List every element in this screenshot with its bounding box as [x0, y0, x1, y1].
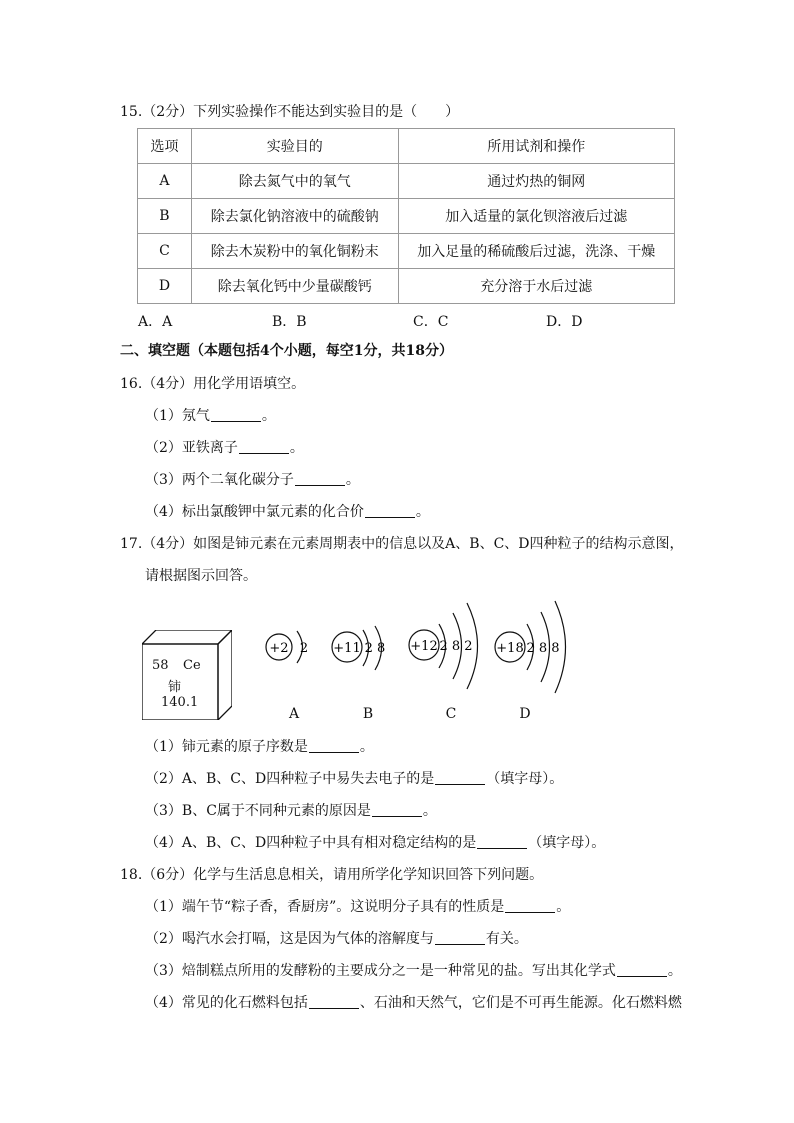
- answer-blank[interactable]: [295, 471, 345, 486]
- q18-item-2-end: 有关。: [485, 931, 528, 947]
- q18-item-2-text: （2）喝汽水会打嗝，这是因为气体的溶解度与: [145, 931, 434, 947]
- answer-blank[interactable]: [309, 994, 359, 1009]
- q17-item-3-end: 。: [422, 803, 437, 819]
- particle-a-electrons: 2: [299, 641, 309, 656]
- q16-item-3-text: （3）两个二氧化碳分子: [145, 472, 294, 488]
- answer-blank[interactable]: [617, 962, 667, 977]
- section-title: 二、填空题（本题包括4个小题，每空1分，共18分）: [120, 343, 453, 359]
- q17-stem-line1: 17.（4分）如图是铈元素在元素周期表中的信息以及A、B、C、D四种粒子的结构示意图，: [120, 536, 684, 552]
- option-c[interactable]: C．C: [413, 314, 449, 330]
- answer-blank[interactable]: [309, 738, 359, 753]
- q17-item-1-end: 。: [359, 739, 374, 755]
- table-cell: B: [138, 199, 192, 234]
- q18-item-2: [145, 930, 528, 948]
- particle-c-electrons: 2 8 2: [439, 639, 473, 654]
- table-row: [138, 199, 675, 234]
- element-name: 铈: [168, 680, 182, 695]
- option-a[interactable]: A．A: [138, 314, 173, 330]
- particle-diagrams: [130, 595, 580, 705]
- particle-b-electrons: 2 8: [364, 641, 386, 656]
- q15-stem: 15.（2分）下列实验操作不能达到实验目的是（ ）: [120, 104, 460, 120]
- table-cell: 加入足量的稀硫酸后过滤，洗涤、干燥: [398, 234, 675, 269]
- answer-blank[interactable]: [435, 930, 485, 945]
- q15-options: [138, 311, 698, 329]
- table-cell: 充分溶于水后过滤: [398, 269, 675, 304]
- q16-item-1: [145, 407, 276, 425]
- experiment-table: [137, 128, 675, 304]
- q18-item-4-text: （4）常见的化石燃料包括: [145, 995, 308, 1011]
- element-symbol: Ce: [183, 658, 201, 673]
- table-header-cell: 实验目的: [191, 129, 398, 164]
- particle-a-nucleus: +2: [269, 641, 289, 656]
- particle-d-electrons: 2 8 8: [526, 641, 560, 656]
- answer-blank[interactable]: [505, 898, 555, 913]
- table-cell: D: [138, 269, 192, 304]
- q17-item-3: [145, 802, 437, 820]
- q16-item-1-end: 。: [261, 408, 276, 424]
- atomic-mass: 140.1: [161, 695, 199, 710]
- q18-item-3-end: 。: [667, 963, 682, 979]
- answer-blank[interactable]: [211, 407, 261, 422]
- q18-item-1: [145, 898, 570, 916]
- particle-d-nucleus: +18: [496, 641, 524, 656]
- particle-d-label: D: [519, 706, 531, 722]
- table-row: [138, 164, 675, 199]
- table-cell: 除去木炭粉中的氧化铜粉末: [191, 234, 398, 269]
- answer-blank[interactable]: [239, 439, 289, 454]
- particle-b-label: B: [362, 706, 374, 722]
- q17-item-2-end: （填字母）。: [486, 771, 564, 787]
- q17-figure: [130, 595, 580, 735]
- q18-item-3: [145, 962, 682, 980]
- q18-item-4-end: 、石油和天然气，它们是不可再生能源。化石燃料燃: [359, 995, 682, 1011]
- answer-blank[interactable]: [435, 770, 485, 785]
- q17-item-4-text: （4）A、B、C、D四种粒子中具有相对稳定结构的是: [145, 835, 477, 851]
- table-cell: 除去氧化钙中少量碳酸钙: [191, 269, 398, 304]
- answer-blank[interactable]: [365, 503, 415, 518]
- q18-item-3-text: （3）焙制糕点所用的发酵粉的主要成分之一是一种常见的盐。写出其化学式: [145, 963, 616, 979]
- table-header-cell: 选项: [138, 129, 192, 164]
- q17-item-2-text: （2）A、B、C、D四种粒子中易失去电子的是: [145, 771, 435, 787]
- q16-item-3-end: 。: [345, 472, 360, 488]
- particle-b-nucleus: +11: [333, 641, 361, 656]
- particle-b-diagram: [332, 626, 385, 670]
- table-header-row: [138, 129, 675, 164]
- q16-item-4-text: （4）标出氯酸钾中氯元素的化合价: [145, 504, 364, 520]
- q17-stem-line2: 请根据图示回答。: [145, 568, 257, 584]
- option-b[interactable]: B．B: [272, 314, 307, 330]
- particle-c-label: C: [445, 706, 457, 722]
- answer-blank[interactable]: [372, 802, 422, 817]
- table-cell: A: [138, 164, 192, 199]
- table-cell: 除去氯化钠溶液中的硫酸钠: [191, 199, 398, 234]
- q17-item-1-text: （1）铈元素的原子序数是: [145, 739, 308, 755]
- q18-stem: 18.（6分）化学与生活息息相关，请用所学化学知识回答下列问题。: [120, 867, 544, 883]
- table-cell: C: [138, 234, 192, 269]
- q18-item-1-text: （1）端午节“粽子香，香厨房”。这说明分子具有的性质是: [145, 899, 505, 915]
- q16-item-1-text: （1）氖气: [145, 408, 210, 424]
- particle-d-diagram: [495, 601, 566, 693]
- table-header-cell: 所用试剂和操作: [398, 129, 675, 164]
- q16-item-4: [145, 503, 430, 521]
- q17-item-4-end: （填字母）。: [528, 835, 606, 851]
- table-cell: 除去氮气中的氧气: [191, 164, 398, 199]
- q16-item-2: [145, 439, 304, 457]
- particle-a-label: A: [288, 706, 300, 722]
- q18-item-4: [145, 994, 682, 1012]
- q17-item-3-text: （3）B、C属于不同种元素的原因是: [145, 803, 371, 819]
- q17-item-1: [145, 738, 374, 756]
- q16-item-4-end: 。: [415, 504, 430, 520]
- q16-item-3: [145, 471, 360, 489]
- table-row: [138, 269, 675, 304]
- q16-item-2-text: （2）亚铁离子: [145, 440, 238, 456]
- atomic-number: 58: [152, 658, 169, 673]
- answer-blank[interactable]: [477, 834, 527, 849]
- particle-c-nucleus: +12: [410, 639, 438, 654]
- q18-item-1-end: 。: [556, 899, 571, 915]
- q16-item-2-end: 。: [289, 440, 304, 456]
- table-cell: 加入适量的氯化钡溶液后过滤: [398, 199, 675, 234]
- option-d[interactable]: D．D: [546, 314, 583, 330]
- table-cell: 通过灼热的铜网: [398, 164, 675, 199]
- particle-c-diagram: [409, 603, 478, 689]
- q16-stem: 16.（4分）用化学用语填空。: [120, 376, 306, 392]
- particle-a-diagram: [266, 631, 308, 663]
- q17-item-2: [145, 770, 563, 788]
- q17-item-4: [145, 834, 605, 852]
- table-row: [138, 234, 675, 269]
